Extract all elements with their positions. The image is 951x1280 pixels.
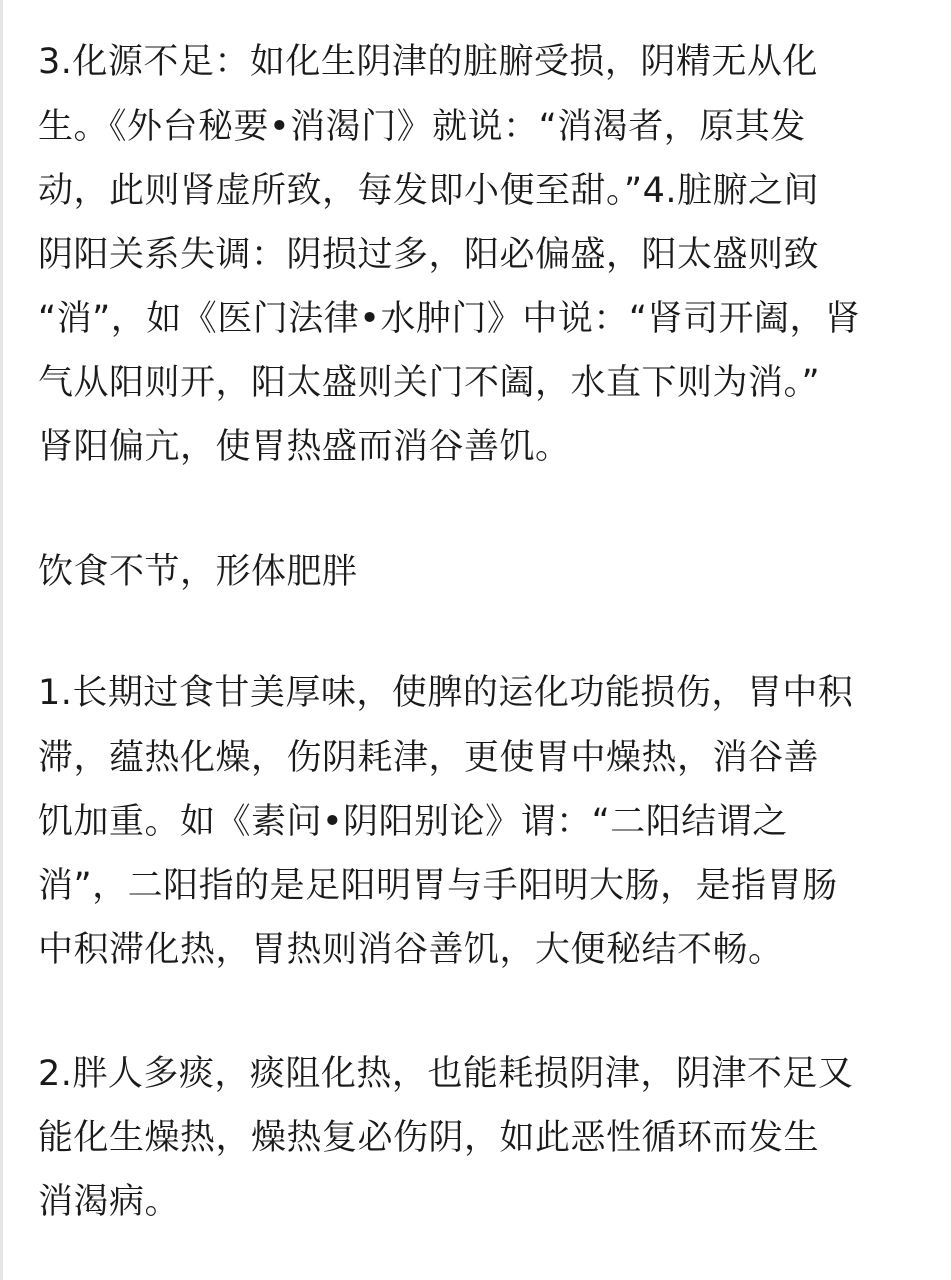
text-line: 生。《外台秘要•消渴门》就说：“消渴者，原其发 [38, 107, 806, 147]
text-line: 阴阳关系失调：阴损过多，阳必偏盛，阳太盛则致 [38, 235, 820, 275]
text-line: 2.胖人多痰，痰阻化热，也能耗损阴津，阴津不足又 [38, 1054, 854, 1094]
section-heading: 饮食不节，形体肥胖 [38, 552, 358, 592]
text-line: 饥加重。如《素问•阴阳别论》谓：“二阳结谓之 [38, 802, 788, 842]
text-line: 肾阳偏亢，使胃热盛而消谷善饥。 [38, 427, 571, 467]
text-line: 动，此则肾虚所致，每发即小便至甜。”4.脏腑之间 [38, 171, 820, 211]
text-line: 消”，二阳指的是足阳明胃与手阳明大肠，是指胃肠 [38, 866, 838, 906]
text-line: 滞，蕴热化燥，伤阴耗津，更使胃中燥热，消谷善 [38, 738, 820, 778]
text-line: 3.化源不足：如化生阴津的脏腑受损，阴精无从化 [38, 42, 818, 82]
text-line: 1.长期过食甘美厚味，使脾的运化功能损伤，胃中积 [38, 673, 854, 713]
text-line: 能化生燥热，燥热复必伤阴，如此恶性循环而发生 [38, 1118, 820, 1158]
text-line: “消”，如《医门法律•水肿门》中说：“肾司开阖，肾 [38, 299, 861, 339]
text-line: 气从阳则开，阳太盛则关门不阖，水直下则为消。” [38, 363, 821, 403]
text-line: 中积滞化热，胃热则消谷善饥，大便秘结不畅。 [38, 930, 784, 970]
text-line: 消渴病。 [38, 1182, 181, 1222]
